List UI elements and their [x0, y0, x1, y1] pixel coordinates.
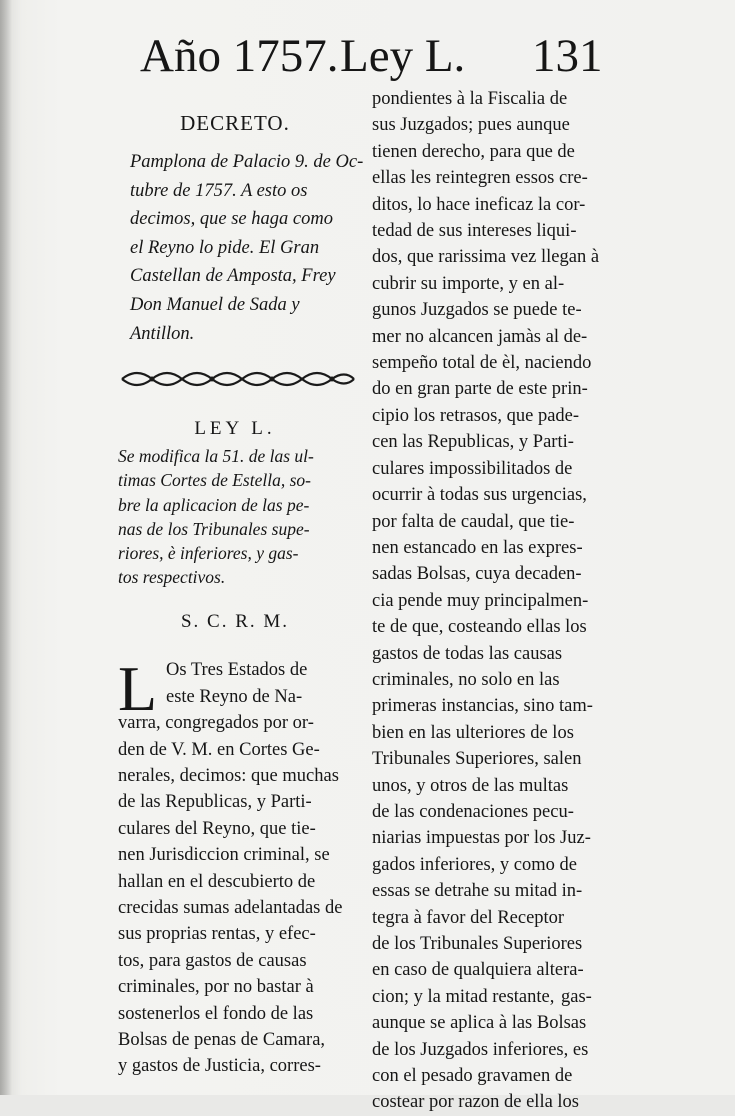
- law-summary-line: nas de los Tribunales supe-: [118, 518, 310, 539]
- running-head-year: Año 1757.: [140, 30, 339, 82]
- body-line: tegra à favor del Receptor: [372, 907, 565, 928]
- body-line: cubrir su importe, y en al-: [372, 273, 565, 294]
- body-line: costear por razon de ella los: [372, 1092, 580, 1113]
- decree-text: [130, 148, 364, 348]
- body-line: culares impossibilitados de: [372, 458, 573, 479]
- body-line: de los Juzgados inferiores, es: [372, 1039, 589, 1060]
- body-line: sostenerlos el fondo de las: [118, 1003, 314, 1024]
- body-line: dos, que rarissima vez llegan à: [372, 247, 600, 268]
- body-line: criminales, no solo en las: [372, 669, 560, 690]
- decree-line: Don Manuel de Sada y: [130, 294, 300, 315]
- catchword: gas-: [561, 987, 592, 1007]
- body-line: nerales, decimos: que muchas: [118, 766, 339, 786]
- body-line: y gastos de Justicia, corres-: [118, 1056, 321, 1077]
- body-line: primeras instancias, sino tam-: [372, 696, 593, 717]
- body-line: con el pesado gravamen de: [372, 1066, 573, 1087]
- body-line: sadas Bolsas, cuya decaden-: [372, 564, 582, 585]
- body-line: pondientes à la Fiscalia de: [372, 89, 568, 109]
- law-summary: [118, 444, 360, 589]
- body-line: nen Jurisdiccion criminal, se: [118, 845, 330, 866]
- body-line: sus proprias rentas, y efec-: [118, 924, 316, 945]
- decree-line: Pamplona de Palacio 9. de Oc-: [130, 152, 364, 172]
- body-line: te de que, costeando ellas los: [372, 617, 587, 638]
- body-line: cipio los retrasos, que pade-: [372, 405, 580, 426]
- page-number: 131: [532, 30, 603, 82]
- running-head: [140, 26, 610, 86]
- body-line: ellas les reintegren essos cre-: [372, 168, 588, 189]
- body-line: criminales, por no bastar à: [118, 977, 314, 998]
- body-line: varra, congregados por or-: [118, 713, 314, 734]
- body-line: de las Republicas, y Parti-: [118, 792, 312, 813]
- decree-heading: DECRETO.: [180, 111, 290, 135]
- body-line: essas se detrahe su mitad in-: [372, 881, 583, 902]
- body-line: tienen derecho, para que de: [372, 141, 575, 162]
- body-line: bien en las ulteriores de los: [372, 722, 574, 743]
- body-line: gastos de todas las causas: [372, 643, 563, 664]
- body-line: por falta de caudal, que tie-: [372, 511, 575, 532]
- body-line: cion; y la mitad restante,: [372, 986, 555, 1007]
- decree-line: decimos, que se haga como: [130, 209, 333, 230]
- ornamental-divider: [118, 370, 358, 388]
- body-line: culares del Reyno, que tie-: [118, 818, 316, 839]
- body-line: den de V. M. en Cortes Ge-: [118, 739, 320, 760]
- body-line: niarias impuestas por los Juz-: [372, 828, 591, 849]
- salutation: S. C. R. M.: [180, 611, 290, 633]
- body-line: de los Tribunales Superiores: [372, 934, 583, 954]
- body-line: sempeño total de èl, naciendo: [372, 353, 592, 374]
- body-line: este Reyno de Na-: [166, 686, 303, 707]
- running-head-law: Ley L.: [340, 30, 466, 82]
- left-column: [110, 108, 364, 1080]
- drop-cap: L: [118, 653, 158, 725]
- body-line: gados inferiores, y como de: [372, 854, 577, 875]
- body-line: cen las Republicas, y Parti-: [372, 432, 574, 453]
- body-line: aunque se aplica à las Bolsas: [372, 1013, 587, 1034]
- decree-line: el Reyno lo pide. El Gran: [130, 237, 320, 258]
- body-line: gunos Juzgados se puede te-: [372, 300, 582, 321]
- body-line: mer no alcancen jamàs al de-: [372, 326, 588, 347]
- body-line: ditos, lo hace ineficaz la cor-: [372, 194, 586, 215]
- body-line: Tribunales Superiores, salen: [372, 749, 582, 770]
- body-text-left: [118, 653, 360, 1080]
- law-title: LEY L.: [194, 418, 276, 440]
- decree-line: Antillon.: [130, 323, 195, 344]
- body-line: unos, y otros de las multas: [372, 775, 569, 796]
- body-line: de las condenaciones pecu-: [372, 801, 574, 822]
- body-line: Bolsas de penas de Camara,: [118, 1030, 326, 1051]
- law-summary-line: riores, è inferiores, y gas-: [118, 542, 299, 563]
- right-column: [372, 86, 616, 1116]
- binding-shadow: [0, 0, 12, 1095]
- body-line: en caso de qualquiera altera-: [372, 960, 584, 981]
- body-line: ocurrir à todas sus urgencias,: [372, 485, 587, 506]
- body-line: nen estancado en las expres-: [372, 537, 583, 558]
- body-line: Os Tres Estados de: [166, 660, 308, 681]
- law-summary-line: Se modifica la 51. de las ul-: [118, 446, 314, 467]
- body-line: tos, para gastos de causas: [118, 950, 307, 971]
- law-summary-line: bre la aplicacion de las pe-: [118, 494, 310, 515]
- body-line: hallan en el descubierto de: [118, 871, 316, 892]
- body-line: cia pende muy principalmen-: [372, 590, 589, 611]
- decree-line: tubre de 1757. A esto os: [130, 180, 308, 201]
- body-line: sus Juzgados; pues aunque: [372, 115, 570, 136]
- body-text-right: [372, 86, 616, 1116]
- body-line: do en gran parte de este prin-: [372, 379, 588, 400]
- body-line: crecidas sumas adelantadas de: [118, 898, 343, 919]
- law-summary-line: tos respectivos.: [118, 567, 226, 588]
- body-line: tedad de sus intereses liqui-: [372, 221, 577, 242]
- decree-line: Castellan de Amposta, Frey: [130, 266, 336, 287]
- law-summary-line: timas Cortes de Estella, so-: [118, 470, 311, 491]
